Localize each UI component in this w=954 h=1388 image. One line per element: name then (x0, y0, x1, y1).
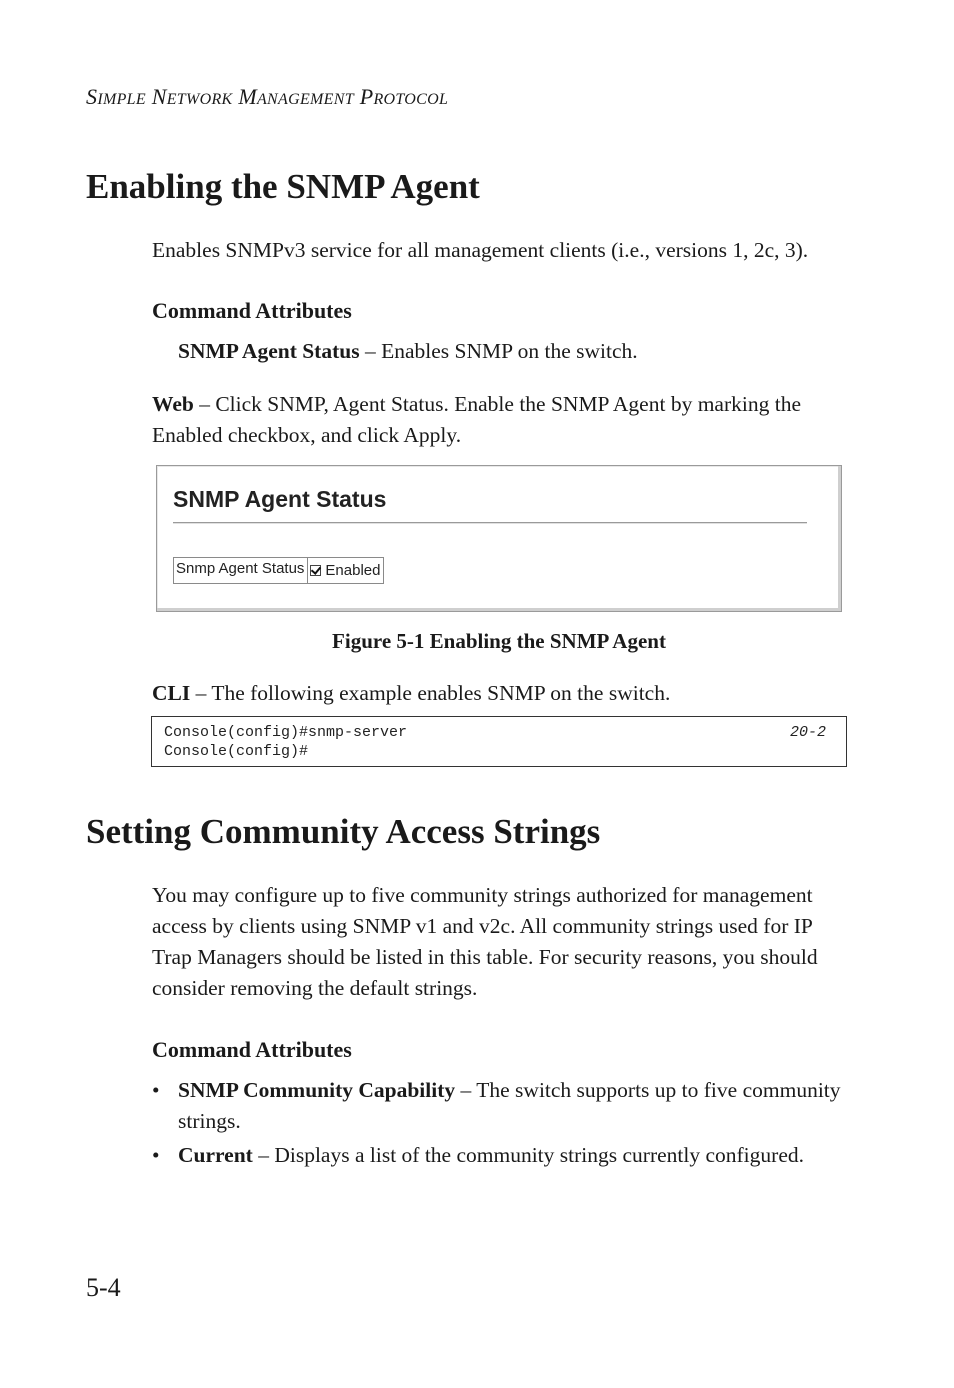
web-instructions (152, 389, 852, 451)
cli-code-example (151, 716, 847, 767)
web-label: Web (152, 392, 194, 416)
bullet-term: Current (178, 1143, 253, 1167)
cli-instructions (152, 678, 670, 709)
list-item (152, 1140, 852, 1171)
section-heading-enabling-snmp-agent: Enabling the SNMP Agent (86, 167, 480, 206)
code-line-1-reference: 20-2 (789, 724, 826, 741)
running-head: SIMPLE NETWORK MANAGEMENT PROTOCOL (86, 84, 449, 109)
list-item (152, 1075, 852, 1137)
cli-label: CLI (152, 681, 191, 705)
figure-caption: Figure 5-1 Enabling the SNMP Agent (332, 629, 666, 653)
section2-intro: You may configure up to five community strings authorized for management access by clients using SNMP v1 and v2c. All community strings used for IP Trap Managers should be listed in this table. For security reasons, you should consider removing the default strings. (152, 883, 818, 1000)
bullet-icon: • (152, 1078, 160, 1102)
page-number: 5-4 (86, 1273, 121, 1302)
enabled-checkbox-cell[interactable] (308, 557, 384, 584)
agent-status-row (173, 557, 384, 584)
code-line-2: Console(config)# (164, 743, 309, 760)
bullet-icon: • (152, 1143, 160, 1167)
attribute-term: SNMP Agent Status (178, 339, 360, 363)
attribute-desc: – Enables SNMP on the switch. (359, 339, 638, 363)
command-attributes-heading-2: Command Attributes (152, 1037, 352, 1062)
command-attributes-heading: Command Attributes (152, 298, 352, 323)
section1-intro: Enables SNMPv3 service for all management clients (i.e., versions 1, 2c, 3). (152, 238, 809, 262)
figure-panel-title: SNMP Agent Status (173, 486, 387, 512)
enabled-checkbox[interactable] (310, 565, 321, 576)
bullet-term: SNMP Community Capability (178, 1078, 456, 1102)
bullet-desc: – Displays a list of the community strings currently configured. (252, 1143, 804, 1167)
enabled-checkbox-label: Enabled (325, 562, 381, 579)
figure-title-divider (173, 522, 807, 524)
section-heading-community-access-strings: Setting Community Access Strings (86, 812, 601, 851)
figure-snmp-agent-status-screenshot (156, 465, 842, 612)
agent-status-field-label: Snmp Agent Status (173, 557, 308, 584)
bullet-desc: – The switch supports up to five community strings. (178, 1078, 841, 1133)
attribute-bullet-list (152, 1075, 852, 1174)
attribute-snmp-agent-status (178, 336, 638, 367)
web-text: – Click SNMP, Agent Status. Enable the SNMP Agent by marking the Enabled checkbox, and click Apply. (152, 392, 801, 447)
code-line-1: Console(config)#snmp-server (164, 724, 408, 741)
cli-text: – The following example enables SNMP on the switch. (190, 681, 671, 705)
